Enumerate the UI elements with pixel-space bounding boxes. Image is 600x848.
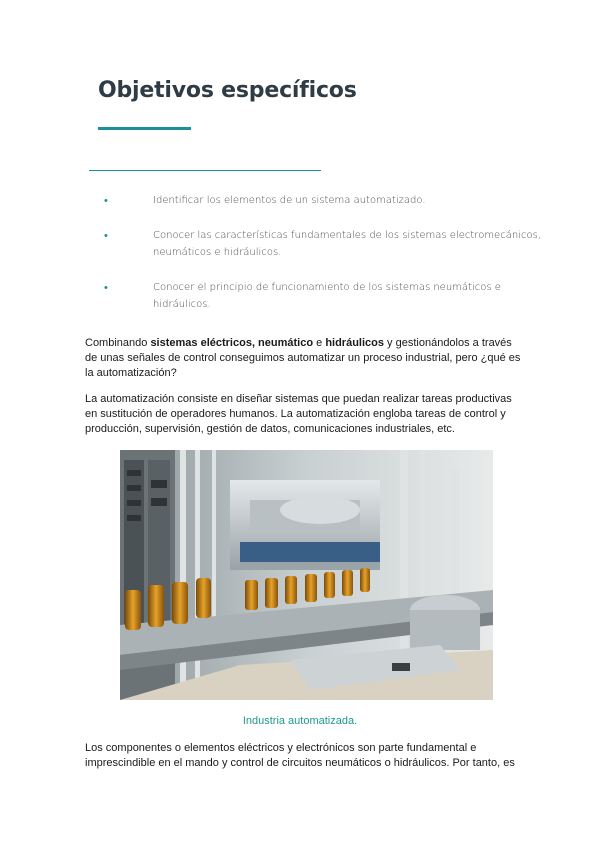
paragraph-text: e bbox=[313, 337, 326, 349]
section-divider bbox=[89, 170, 321, 171]
objective-text: Conocer el principio de funcionamiento de los sistemas neumáticos e hidráulicos. bbox=[153, 282, 501, 310]
definition-paragraph: La automatización consiste en diseñar sistemas que puedan realizar tareas productivas en sustitución de operadores humanos. La automatización engloba tareas de control y producción, supervisión, gestión de datos, comunicaciones industriales, etc. bbox=[85, 393, 512, 435]
intro-paragraph bbox=[85, 336, 525, 381]
title-underline bbox=[98, 127, 191, 130]
bold-term: sistemas eléctricos, neumático bbox=[150, 337, 314, 349]
bold-term: hidráulicos bbox=[325, 337, 384, 349]
factory-photo bbox=[120, 450, 493, 700]
page-title: Objetivos específicos bbox=[98, 78, 357, 103]
components-paragraph: Los componentes o elementos eléctricos y electrónicos son parte fundamental e imprescindible en el mando y control de circuitos neumáticos o hidráulicos. Por tanto, es bbox=[85, 742, 515, 769]
paragraph-text: y gestionándolos a través de unas señales de control conseguimos automatizar un proceso industrial, pero ¿qué es la automatización? bbox=[85, 337, 521, 379]
paragraph-text: Combinando bbox=[85, 337, 151, 349]
list-item bbox=[104, 227, 544, 261]
bullet-icon: • bbox=[104, 281, 108, 294]
objective-text: Conocer las características fundamentales de los sistemas electromecánicos, neumáticos e hidráulicos. bbox=[153, 230, 541, 258]
list-item bbox=[104, 279, 544, 313]
figure-caption: Industria automatizada. bbox=[242, 715, 358, 727]
bullet-icon: • bbox=[104, 229, 108, 242]
list-item bbox=[104, 192, 544, 209]
bullet-icon: • bbox=[104, 194, 108, 207]
objectives-list bbox=[104, 192, 544, 331]
objective-text: Identificar los elementos de un sistema automatizado. bbox=[153, 195, 426, 206]
